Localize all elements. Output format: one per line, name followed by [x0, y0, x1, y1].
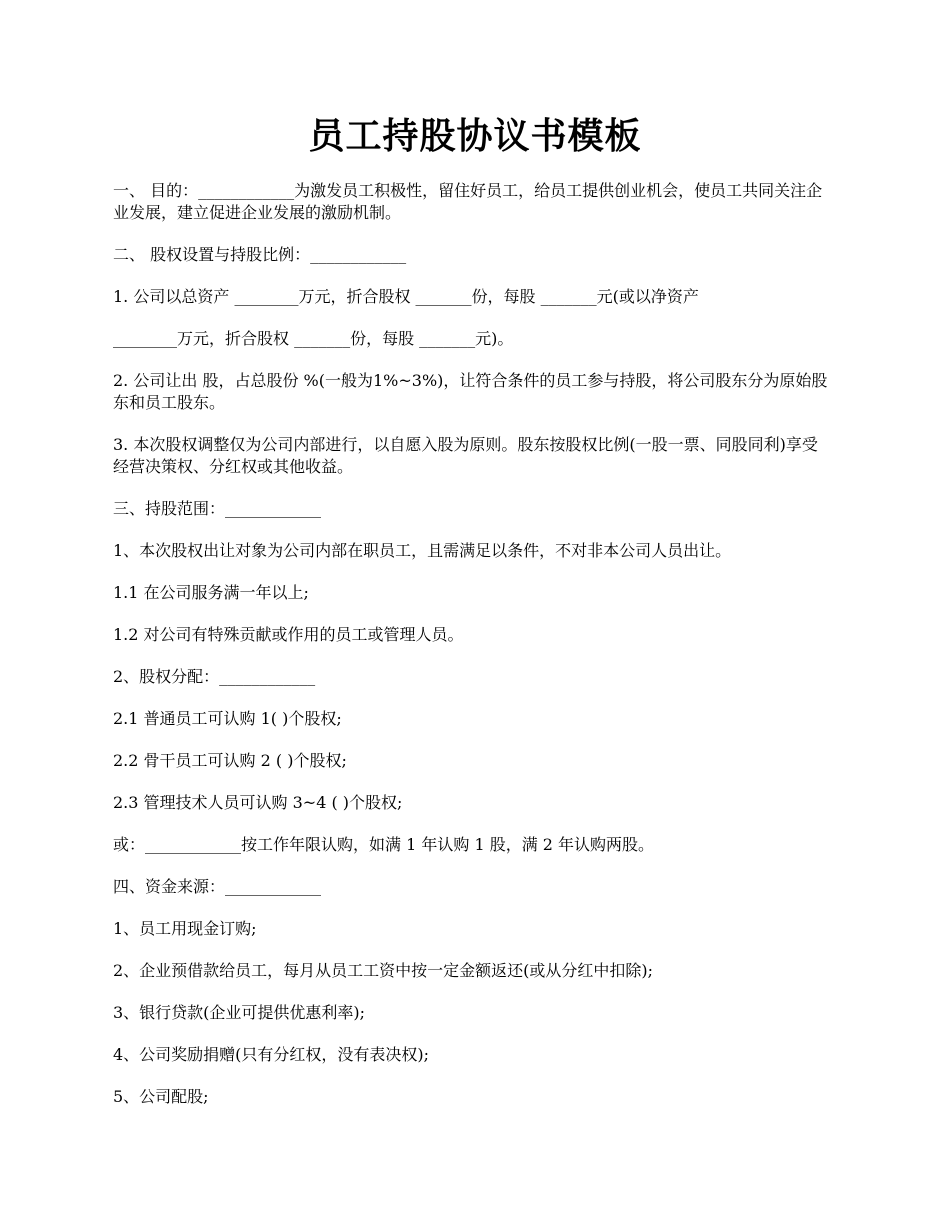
paragraph-allocation-2-3: 2.3 管理技术人员可认购 3~4 ( )个股权; [113, 793, 403, 812]
paragraph-voluntary-principle: 3. 本次股权调整仅为公司内部进行，以自愿入股为原则。股东按股权比例(一股一票、同股同利)享受经营决策权、分红权或其他收益。 [113, 435, 818, 476]
paragraph-net-assets: ________万元，折合股权 _______份，每股 _______元)。 [113, 329, 514, 348]
document-body [113, 176, 833, 1108]
paragraph-funding-1: 1、员工用现金订购; [113, 919, 257, 938]
paragraph-condition-1-2: 1.2 对公司有特殊贡献或作用的员工或管理人员。 [113, 625, 464, 644]
paragraph-funding-2: 2、企业预借款给员工，每月从员工工资中按一定金额返还(或从分红中扣除); [113, 961, 654, 980]
paragraph-transfer-target: 1、本次股权出让对象为公司内部在职员工，且需满足以条件，不对非本公司人员出让。 [113, 541, 732, 560]
paragraph-allocation-2-2: 2.2 骨干员工可认购 2 ( )个股权; [113, 751, 347, 770]
paragraph-allocation-2-1: 2.1 普通员工可认购 1( )个股权; [113, 709, 342, 728]
document-title: 员工持股协议书模板 [308, 115, 642, 157]
paragraph-section-2-heading: 二、 股权设置与持股比例：____________ [113, 245, 407, 264]
paragraph-share-transfer: 2. 公司让出 股，占总股份 %(一般为1%~3%)，让符合条件的员工参与持股，将公司股东分为原始股东和员工股东。 [113, 371, 828, 412]
paragraph-total-assets: 1. 公司以总资产 ________万元，折合股权 _______份，每股 _______元(或以净资产 [113, 287, 699, 306]
paragraph-allocation-alternative: 或：____________按工作年限认购，如满 1 年认购 1 股，满 2 年认购两股。 [113, 835, 655, 854]
paragraph-allocation-heading: 2、股权分配：____________ [113, 667, 316, 686]
paragraph-funding-3: 3、银行贷款(企业可提供优惠利率); [113, 1003, 366, 1022]
paragraph-section-3-heading: 三、持股范围：____________ [113, 499, 322, 518]
paragraph-funding-5: 5、公司配股; [113, 1087, 209, 1106]
paragraph-purpose: 一、 目的：____________为激发员工积极性，留住好员工，给员工提供创业机会，使员工共同关注企业发展，建立促进企业发展的激励机制。 [113, 181, 823, 222]
paragraph-section-4-heading: 四、资金来源：____________ [113, 877, 322, 896]
paragraph-condition-1-1: 1.1 在公司服务满一年以上; [113, 583, 309, 602]
paragraph-funding-4: 4、公司奖励捐赠(只有分红权，没有表决权); [113, 1045, 430, 1064]
